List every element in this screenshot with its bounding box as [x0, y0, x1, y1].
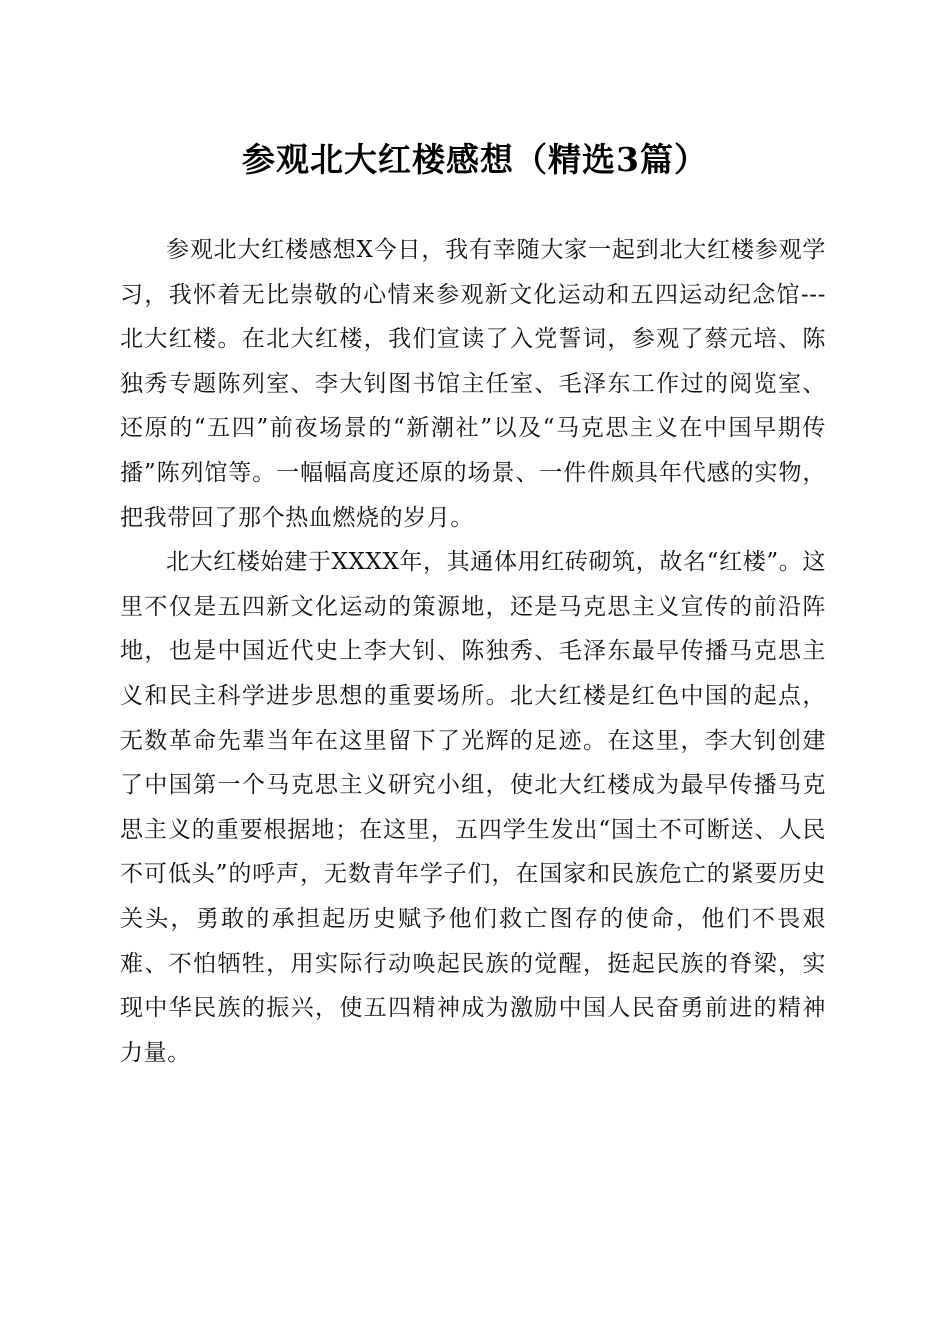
document-title: 参观北大红楼感想（精选3篇）	[242, 140, 708, 179]
paragraph-2: 北大红楼始建于XXXX年，其通体用红砖砌筑，故名“红楼”。这里不仅是五四新文化运动的策源地，还是马克思主义宣传的前沿阵地，也是中国近代史上李大钊、陈独秀、毛泽东最早传播马克思主义和民主科学进步思想的重要场所。北大红楼是红色中国的起点，无数革命先辈当年在这里留下了光辉的足迹。在这里，李大钊创建了中国第一个马克思主义研究小组，使北大红楼成为最早传播马克思主义的重要根据地；在这里，五四学生发出“国土不可断送、人民不可低头”的呼声，无数青年学子们，在国家和民族危亡的紧要历史关头，勇敢的承担起历史赋予他们救亡图存的使命，他们不畏艰难、不怕牺牲，用实际行动唤起民族的觉醒，挺起民族的脊梁，实现中华民族的振兴，使五四精神成为激励中国人民奋勇前进的精神力量。	[120, 549, 826, 1066]
document-body	[120, 228, 826, 1075]
paragraph-1: 参观北大红楼感想X今日，我有幸随大家一起到北大红楼参观学习，我怀着无比崇敬的心情来参观新文化运动和五四运动纪念馆---北大红楼。在北大红楼，我们宣读了入党誓词，参观了蔡元培、陈独秀专题陈列室、李大钊图书馆主任室、毛泽东工作过的阅览室、还原的“五四”前夜场景的“新潮社”以及“马克思主义在中国早期传播”陈列馆等。一幅幅高度还原的场景、一件件颇具年代感的实物，把我带回了那个热血燃烧的岁月。	[120, 237, 826, 531]
